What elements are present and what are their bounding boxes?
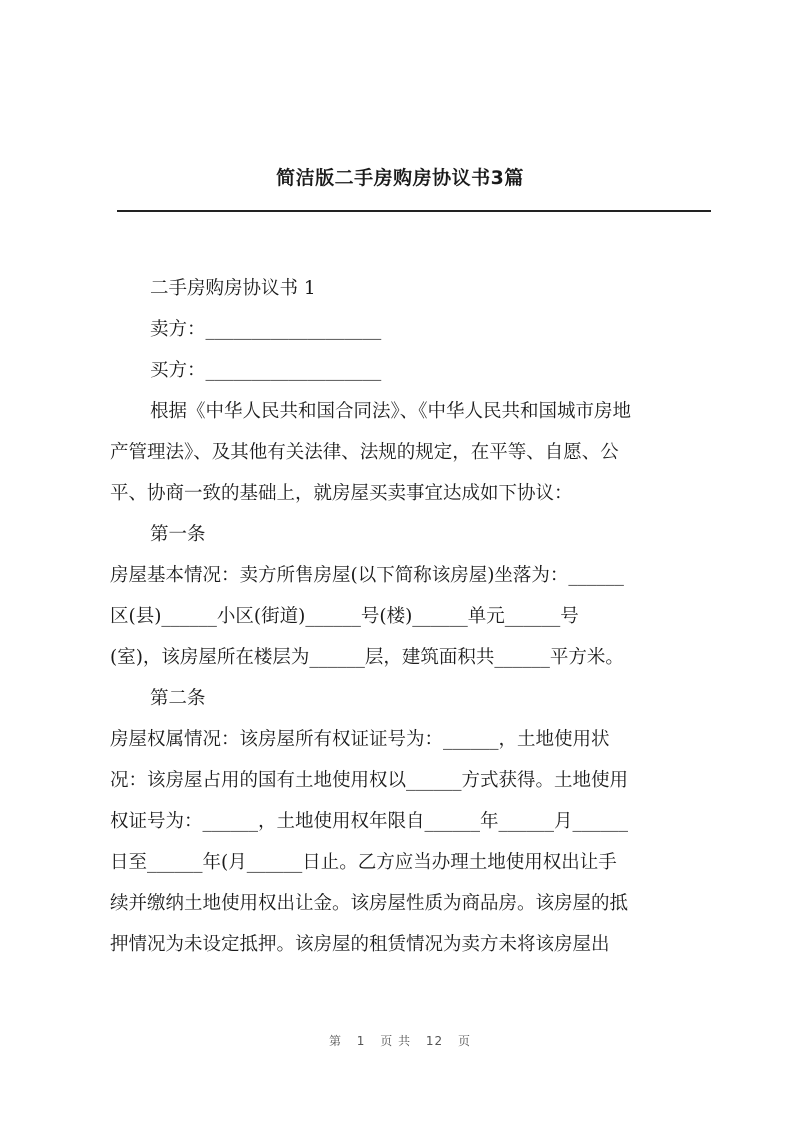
document-body [110,268,710,965]
total-pages-number: 12 [425,1034,444,1048]
paragraph-line: 平、协商一致的基础上，就房屋买卖事宜达成如下协议： [110,483,573,504]
paragraph-line: 区(县)______小区(街道)______号(楼)______单元______号 [110,606,579,627]
current-page-number: 1 [356,1034,366,1048]
paragraph-line: 卖方：___________________ [150,319,382,340]
paragraph-line: 押情况为未设定抵押。该房屋的租赁情况为卖方未将该房屋出 [110,934,610,955]
paragraph-line: 况：该房屋占用的国有土地使用权以______方式获得。土地使用 [110,770,629,791]
footer-prefix: 第 [328,1034,342,1048]
page-footer [0,1032,800,1049]
paragraph-line: 房屋基本情况：卖方所售房屋(以下简称该房屋)坐落为：______ [110,565,624,586]
document-title: 简洁版二手房购房协议书3篇 [276,167,524,189]
title-divider [117,210,711,212]
paragraph-line: (室)，该房屋所在楼层为______层，建筑面积共______平方米。 [110,647,624,668]
paragraph-line: 产管理法》、及其他有关法律、法规的规定，在平等、自愿、公 [110,442,619,463]
paragraph-line: 二手房购房协议书 1 [150,278,316,299]
article-heading: 第二条 [150,688,206,709]
paragraph-line: 日至______年(月______日止。乙方应当办理土地使用权出让手 [110,852,617,873]
paragraph-line: 根据《中华人民共和国合同法》、《中华人民共和国城市房地 [150,401,632,422]
paragraph-line: 权证号为：______，土地使用权年限自______年______月______ [110,811,629,832]
paragraph-line: 买方：___________________ [150,360,382,381]
article-heading: 第一条 [150,524,206,545]
paragraph-line: 续并缴纳土地使用权出让金。该房屋性质为商品房。该房屋的抵 [110,893,629,914]
paragraph-line: 房屋权属情况：该房屋所有权证证号为：______，土地使用状 [110,729,610,750]
footer-suffix: 页 [458,1034,472,1048]
footer-middle: 页 共 [380,1034,412,1048]
